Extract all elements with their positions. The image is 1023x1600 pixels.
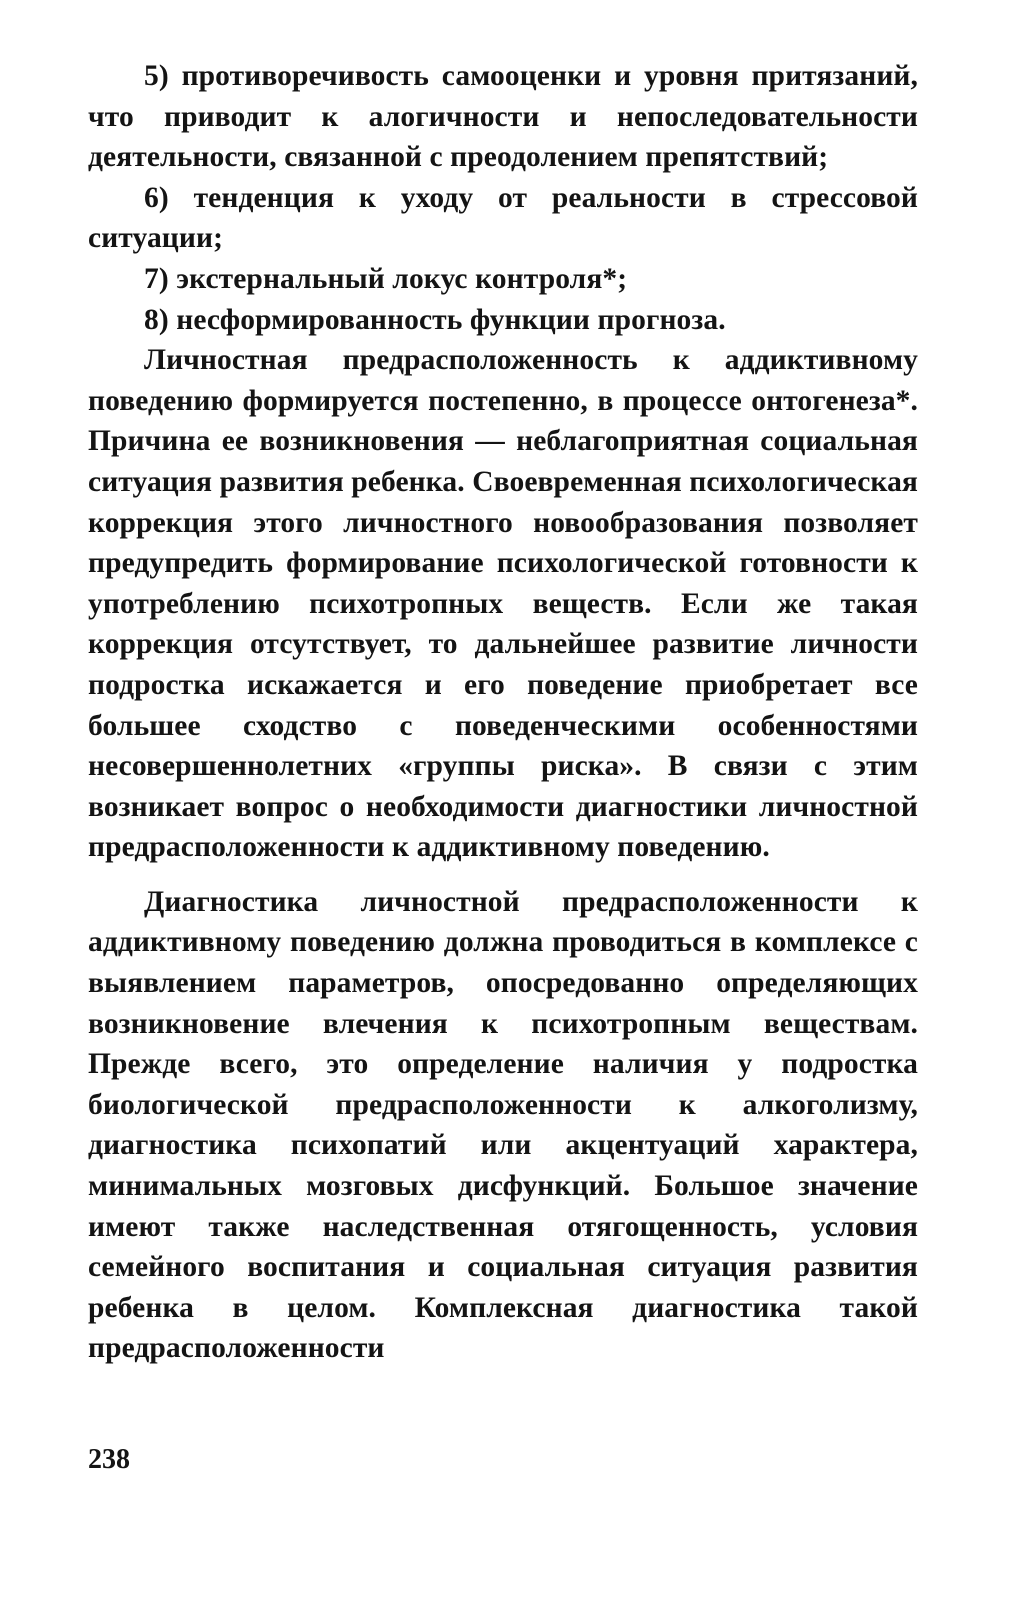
list-item: 8) несформированность функции прогноза. xyxy=(144,303,726,336)
paragraph: Личностная предрасположенность к аддиктивному поведению формируется постепенно, в процессе онтогенеза*. Причина ее возникновения — неблагоприятная социальная ситуация развития ребенка. Своевременная психологическая коррекция этого личностного новообразования позволяет предупредить формирование психологической готовности к употреблению психотропных веществ. Если же такая коррекция отсутствует, то дальнейшее развитие личности подростка искажается и его поведение приобретает все большее сходство с поведенческими особенностями несовершеннолетних «группы риска». В связи с этим возникает вопрос о необходимости диагностики личностной предрасположенности к аддиктивному поведению. xyxy=(88,344,918,864)
page-body xyxy=(88,56,918,1369)
list-item: 6) тенденция к уходу от реальности в стрессовой ситуации; xyxy=(88,181,918,255)
list-item: 7) экстернальный локус контроля*; xyxy=(144,262,628,295)
list-item: 5) противоречивость самооценки и уровня притязаний, что приводит к алогичности и непоследовательности деятельности, связанной с преодолением препятствий; xyxy=(88,60,918,174)
page-number: 238 xyxy=(88,1444,130,1475)
paragraph: Диагностика личностной предрасположенности к аддиктивному поведению должна проводиться в комплексе с выявлением параметров, опосредованно определяющих возникновение влечения к психотропным веществам. Прежде всего, это определение наличия у подростка биологической предрасположенности к алкоголизму, диагностика психопатий или акцентуаций характера, минимальных мозговых дисфункций. Большое значение имеют также наследственная отягощенность, условия семейного воспитания и социальная ситуация развития ребенка в целом. Комплексная диагностика такой предрасположенности xyxy=(88,885,918,1365)
